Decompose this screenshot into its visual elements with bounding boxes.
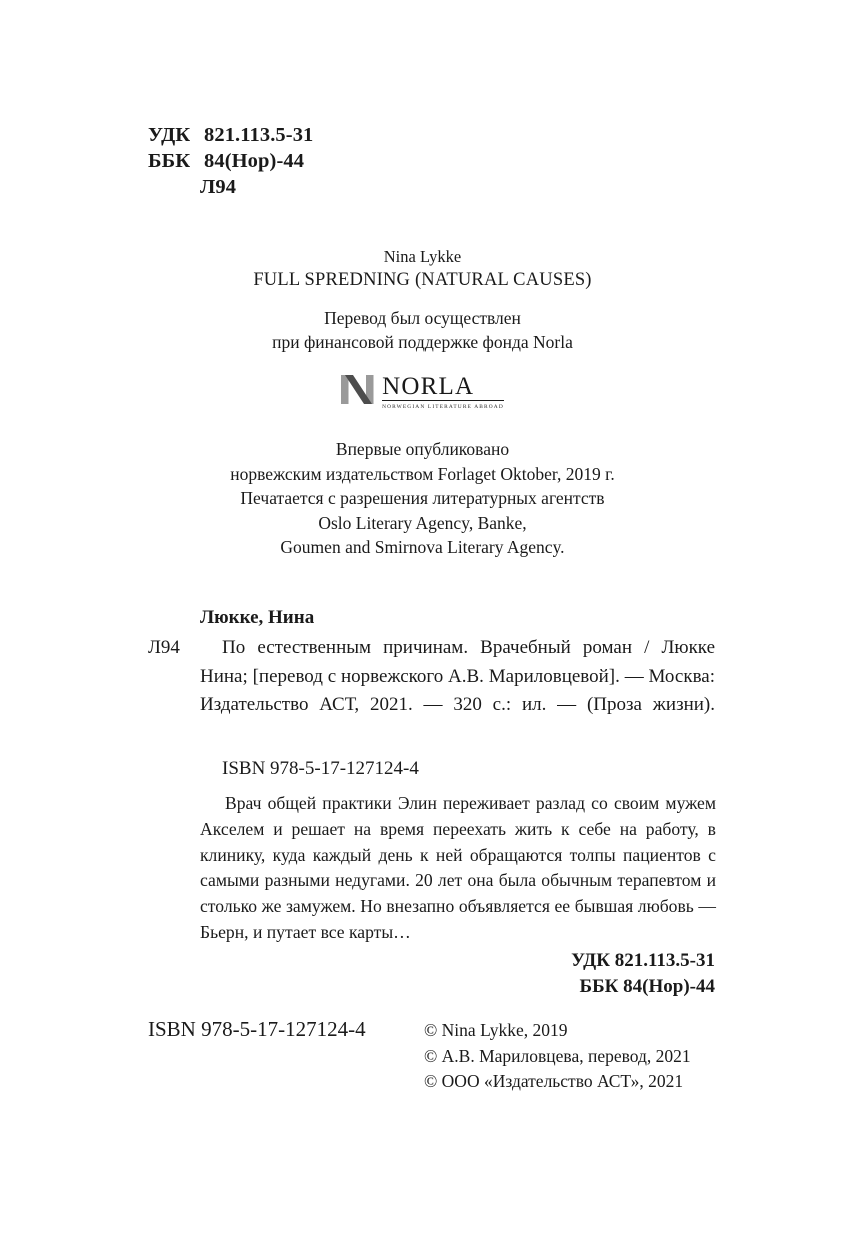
- udk-label: УДК: [148, 124, 191, 146]
- cip-block: [148, 606, 715, 748]
- norla-wordmark: NORLA: [382, 373, 475, 400]
- first-publication-line-3: Печатается с разрешения литературных агентств: [240, 488, 605, 508]
- first-publication-line-2: норвежским издательством Forlaget Oktober, 2019 г.: [230, 463, 615, 484]
- copyright-line-1: © Nina Lykke, 2019: [424, 1020, 568, 1040]
- udk-value: 821.113.5-31: [204, 124, 314, 146]
- isbn-inner: ISBN 978-5-17-127124-4: [222, 758, 419, 779]
- norla-wordmark-group: [382, 373, 504, 411]
- cip-body: [148, 634, 715, 748]
- cip-shelf-mark: Л94: [148, 637, 180, 658]
- first-publication-line-4: Oslo Literary Agency, Banke,: [318, 512, 527, 533]
- annotation-text: Врач общей практики Элин переживает разлад со своим мужем Акселем и решает на время переехать жить к себе на работу, в клинику, куда каждый день к ней обращаются толпы пациентов с самыми разными недугами. 20 лет она была обычным терапевтом и столько же замужем. Но внезапно объявляется ее бывшая любовь — Бьерн, и путает все карты…: [200, 793, 716, 942]
- copyright-line-2: © А.В. Мариловцева, перевод, 2021: [424, 1045, 691, 1066]
- original-author: Nina Lykke: [383, 247, 462, 266]
- classification-codes: [148, 122, 313, 200]
- udk-repeat: УДК 821.113.5-31: [571, 950, 715, 971]
- cip-description: По естественным причинам. Врачебный роман / Люкке Нина; [перевод с норвежского А.В. Мариловцевой]. — Москва: Издательство АСТ, 2021. — 320 с.: ил. — (Проза жизни).: [200, 637, 715, 715]
- norla-logo: [0, 373, 845, 411]
- bbk-line: [148, 148, 313, 174]
- shelf-mark: Л94: [200, 176, 237, 198]
- first-publication-line-1: Впервые опубликовано: [335, 439, 510, 459]
- funding-line-2: при финансовой поддержке фонда Norla: [272, 331, 573, 352]
- funding-note: [0, 307, 845, 354]
- funding-line-1: Перевод был осуществлен: [324, 308, 521, 328]
- copyright-line-3: © ООО «Издательство АСТ», 2021: [424, 1071, 684, 1091]
- bbk-repeat: ББК 84(Нор)-44: [579, 976, 715, 997]
- norla-n-monogram-icon: [341, 373, 375, 410]
- bbk-label: ББК: [148, 150, 191, 172]
- norla-logo-rule: [382, 400, 504, 401]
- classification-codes-repeat: [571, 948, 715, 1000]
- udk-line: [148, 122, 313, 148]
- cip-author-heading: Люкке, Нина: [200, 607, 315, 628]
- isbn-bottom: ISBN 978-5-17-127124-4: [148, 1017, 366, 1041]
- first-publication-block: [0, 437, 845, 560]
- bbk-value: 84(Нор)-44: [204, 150, 305, 172]
- original-title: FULL SPREDNING (NATURAL CAUSES): [253, 269, 592, 290]
- first-publication-line-5: Goumen and Smirnova Literary Agency.: [280, 537, 565, 557]
- norla-tagline: NORWEGIAN LITERATURE ABROAD: [382, 403, 504, 410]
- original-title-block: [0, 245, 845, 292]
- norla-logo-lockup: [341, 373, 504, 411]
- copyright-block: [424, 1018, 691, 1095]
